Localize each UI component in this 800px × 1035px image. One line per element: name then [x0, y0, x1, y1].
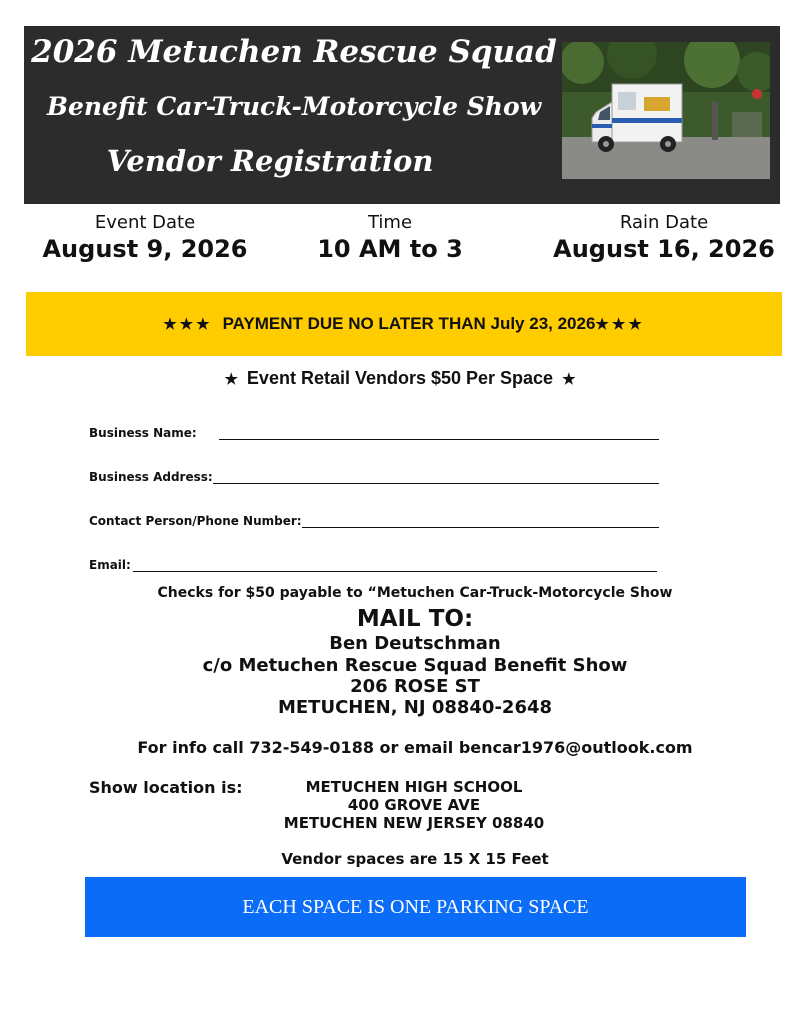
title-line-3: Vendor Registration	[106, 144, 434, 178]
info-contact: For info call 732-549-0188 or email bencar1976@outlook.com	[137, 738, 693, 757]
event-time-value: 10 AM to 3	[317, 235, 463, 263]
star-icon: ★	[224, 371, 238, 388]
event-date	[40, 212, 250, 264]
business-name-blank	[219, 439, 659, 440]
parking-space-text: EACH SPACE IS ONE PARKING SPACE	[242, 895, 589, 918]
vendor-space-size: Vendor spaces are 15 X 15 Feet	[281, 850, 549, 868]
mail-care-of: c/o Metuchen Rescue Squad Benefit Show	[202, 655, 628, 676]
email-field	[89, 558, 131, 576]
star-icon: ★	[562, 371, 576, 388]
mail-city: METUCHEN, NJ 08840-2648	[277, 697, 553, 718]
retail-vendors-text: Event Retail Vendors $50 Per Space	[246, 368, 554, 388]
rain-date-label: Rain Date	[619, 212, 709, 233]
title-line-1: 2026 Metuchen Rescue Squad	[31, 34, 557, 70]
event-time-label: Time	[367, 212, 413, 233]
star-icon: ★★★	[163, 316, 213, 333]
business-address-blank	[213, 483, 659, 484]
contact-label: Contact Person/Phone Number:	[89, 514, 302, 528]
contact-blank	[302, 527, 659, 528]
location-line-2: 400 GROVE AVE	[347, 796, 481, 814]
mail-name: Ben Deutschman	[329, 633, 501, 654]
business-address-field	[89, 470, 213, 488]
location-line-1: METUCHEN HIGH SCHOOL	[305, 778, 523, 796]
payment-due-text: PAYMENT DUE NO LATER THAN July 23, 2026	[222, 314, 596, 333]
mail-to-heading: MAIL TO:	[356, 606, 474, 632]
business-address-label: Business Address:	[89, 470, 213, 484]
mail-street: 206 ROSE ST	[350, 676, 480, 697]
retail-vendors-heading	[0, 368, 800, 389]
show-location-label: Show location is:	[89, 778, 243, 797]
event-date-value: August 9, 2026	[42, 235, 248, 263]
rain-date-value: August 16, 2026	[553, 235, 775, 263]
checks-payable-text: Checks for $50 payable to “Metuchen Car-Truck-Motorcycle Show	[157, 585, 673, 601]
ambulance-photo	[562, 42, 770, 179]
location-line-3: METUCHEN NEW JERSEY 08840	[283, 814, 545, 832]
rain-date	[540, 212, 788, 264]
title-line-2: Benefit Car-Truck-Motorcycle Show	[46, 92, 542, 121]
contact-field	[89, 514, 302, 532]
email-blank	[133, 571, 657, 572]
business-name-label: Business Name:	[89, 426, 197, 440]
parking-space-banner	[85, 877, 746, 937]
email-label: Email:	[89, 558, 131, 572]
star-icon: ★★★	[595, 316, 645, 333]
payment-due-banner	[26, 292, 782, 356]
event-time	[305, 212, 475, 264]
header-banner	[24, 26, 780, 204]
business-name-field	[89, 426, 197, 444]
event-date-label: Event Date	[94, 212, 196, 233]
